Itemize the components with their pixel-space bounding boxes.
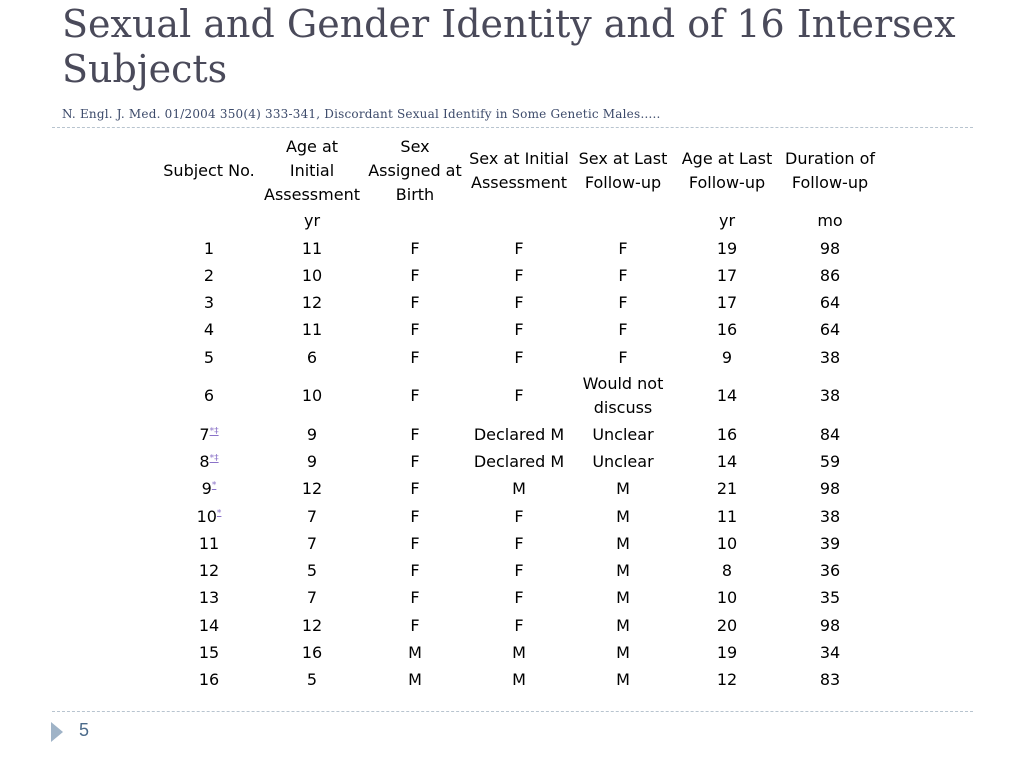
header-age-last: Age at Last Follow-up (681, 149, 773, 192)
cell-duration (779, 421, 881, 448)
cell-age-initial (261, 503, 363, 530)
cell-subject-no-text: 4 (203, 320, 215, 340)
cell-duration-text: 83 (819, 670, 841, 690)
cell-sex-birth (363, 262, 467, 289)
cell-sex-initial-text: F (514, 588, 524, 608)
cell-subject-no (157, 235, 261, 262)
cell-subject-no-text: 15 (198, 642, 220, 662)
cell-sex-last-text: Unclear (592, 424, 654, 444)
table-row (157, 612, 881, 639)
cell-sex-birth-text: F (410, 293, 420, 313)
cell-sex-birth (363, 371, 467, 421)
cell-sex-birth (363, 317, 467, 344)
cell-sex-initial (467, 317, 571, 344)
citation-subtitle: N. Engl. J. Med. 01/2004 350(4) 333-341, Discordant Sexual Identify in Some Genetic Males….. (62, 107, 661, 121)
cell-subject-no-text: 8 (199, 452, 210, 472)
cell-sex-initial (467, 667, 571, 694)
cell-age-last (675, 667, 779, 694)
cell-subject-no (157, 262, 261, 289)
cell-age-initial (261, 421, 363, 448)
cell-age-last-text: 17 (716, 265, 738, 285)
cell-subject-no (157, 503, 261, 530)
cell-sex-initial (467, 421, 571, 448)
cell-sex-initial-text: F (514, 506, 524, 526)
table-row (157, 667, 881, 694)
cell-duration-text: 86 (819, 265, 841, 285)
cell-sex-last (571, 503, 675, 530)
cell-subject-no (157, 317, 261, 344)
footnote-marker[interactable]: * (216, 508, 222, 519)
cell-sex-last (571, 476, 675, 503)
cell-age-initial-text: 12 (301, 615, 323, 635)
cell-duration-text: 59 (819, 452, 841, 472)
cell-age-initial-text: 16 (301, 642, 323, 662)
cell-age-last (675, 262, 779, 289)
cell-sex-initial-text: M (512, 670, 526, 690)
cell-sex-birth (363, 585, 467, 612)
cell-sex-last (571, 585, 675, 612)
cell-duration-text: 98 (819, 615, 841, 635)
cell-sex-initial-text: F (514, 561, 524, 581)
cell-sex-last-text: M (616, 670, 630, 690)
cell-sex-birth-text: M (408, 642, 422, 662)
table-row (157, 530, 881, 557)
cell-sex-birth (363, 344, 467, 371)
intersex-subjects-table (157, 135, 881, 694)
cell-sex-initial-text: F (514, 615, 524, 635)
cell-sex-last-text: M (616, 642, 630, 662)
cell-age-initial (261, 530, 363, 557)
table-row (157, 235, 881, 262)
cell-age-last (675, 585, 779, 612)
cell-age-last (675, 421, 779, 448)
cell-sex-birth (363, 530, 467, 557)
cell-sex-birth (363, 449, 467, 476)
footnote-marker[interactable]: * (211, 481, 217, 492)
cell-subject-no (157, 612, 261, 639)
table-row (157, 558, 881, 585)
cell-duration-text: 36 (819, 561, 841, 581)
table-row (157, 317, 881, 344)
cell-subject-no (157, 371, 261, 421)
cell-sex-initial (467, 530, 571, 557)
cell-age-last-text: 17 (716, 293, 738, 313)
unit-cell (157, 207, 261, 235)
cell-sex-birth-text: F (410, 615, 420, 635)
cell-age-last-text: 19 (716, 642, 738, 662)
cell-age-last-text: 21 (716, 479, 738, 499)
cell-sex-last-text: F (618, 293, 628, 313)
cell-sex-initial (467, 503, 571, 530)
cell-sex-last (571, 262, 675, 289)
cell-sex-birth-text: M (408, 670, 422, 690)
header-sex-birth: Sex Assigned at Birth (368, 137, 462, 204)
cell-age-last-text: 10 (716, 588, 738, 608)
cell-duration-text: 38 (819, 386, 841, 406)
cell-age-last (675, 235, 779, 262)
cell-sex-last (571, 667, 675, 694)
cell-sex-initial-text: M (512, 479, 526, 499)
cell-subject-no (157, 558, 261, 585)
cell-subject-no (157, 344, 261, 371)
cell-sex-birth (363, 558, 467, 585)
cell-sex-last-text: F (618, 320, 628, 340)
cell-sex-birth-text: F (410, 347, 420, 367)
cell-duration (779, 317, 881, 344)
cell-age-initial-text: 5 (306, 670, 318, 690)
cell-sex-last-text: M (616, 533, 630, 553)
cell-sex-last (571, 421, 675, 448)
cell-sex-initial-text: F (514, 265, 524, 285)
cell-subject-no (157, 290, 261, 317)
cell-age-last-text: 16 (716, 320, 738, 340)
top-divider (52, 127, 973, 128)
cell-age-last-text: 14 (716, 452, 738, 472)
cell-duration (779, 290, 881, 317)
cell-duration (779, 344, 881, 371)
cell-duration (779, 476, 881, 503)
table-row (157, 262, 881, 289)
footnote-marker[interactable]: *‡ (209, 453, 219, 464)
cell-age-last (675, 371, 779, 421)
table-row (157, 371, 881, 421)
cell-subject-no-text: 7 (199, 424, 210, 444)
cell-age-initial (261, 290, 363, 317)
cell-duration-text: 39 (819, 533, 841, 553)
unit-cell: yr (718, 211, 736, 230)
cell-age-initial (261, 449, 363, 476)
cell-sex-last (571, 558, 675, 585)
unit-cell (571, 207, 675, 235)
cell-age-last (675, 290, 779, 317)
cell-sex-initial (467, 639, 571, 666)
cell-age-initial-text: 11 (301, 320, 323, 340)
cell-age-initial (261, 639, 363, 666)
cell-age-last (675, 449, 779, 476)
header-duration: Duration of Follow-up (785, 149, 875, 192)
slide-title: Sexual and Gender Identity and of 16 Intersex Subjects (62, 2, 956, 91)
cell-duration (779, 667, 881, 694)
cell-sex-birth-text: F (410, 320, 420, 340)
cell-age-last-text: 16 (716, 424, 738, 444)
cell-sex-birth (363, 290, 467, 317)
cell-age-initial (261, 585, 363, 612)
cell-subject-no-text: 6 (203, 386, 215, 406)
cell-age-last-text: 8 (721, 561, 733, 581)
cell-age-last-text: 10 (716, 533, 738, 553)
cell-sex-last (571, 449, 675, 476)
cell-sex-initial (467, 585, 571, 612)
cell-sex-initial-text: M (512, 642, 526, 662)
cell-duration (779, 530, 881, 557)
cell-subject-no-text: 10 (196, 506, 217, 526)
cell-sex-initial (467, 371, 571, 421)
cell-sex-birth (363, 612, 467, 639)
cell-subject-no (157, 476, 261, 503)
footnote-marker[interactable]: *‡ (209, 426, 219, 437)
header-subject-no: Subject No. (163, 161, 255, 180)
cell-age-initial (261, 235, 363, 262)
cell-age-initial (261, 317, 363, 344)
cell-sex-last (571, 530, 675, 557)
cell-age-initial (261, 667, 363, 694)
cell-duration (779, 262, 881, 289)
cell-subject-no-text: 3 (203, 293, 215, 313)
unit-cell (467, 207, 571, 235)
cell-sex-last (571, 290, 675, 317)
cell-subject-no-text: 1 (203, 238, 215, 258)
table-row (157, 476, 881, 503)
cell-sex-birth-text: F (410, 265, 420, 285)
table-row (157, 344, 881, 371)
cell-age-last (675, 530, 779, 557)
bottom-divider (52, 711, 973, 712)
cell-sex-last-text: M (616, 561, 630, 581)
cell-sex-initial (467, 235, 571, 262)
cell-sex-birth-text: F (410, 452, 420, 472)
cell-subject-no (157, 585, 261, 612)
cell-age-initial-text: 12 (301, 479, 323, 499)
cell-subject-no (157, 639, 261, 666)
cell-subject-no (157, 667, 261, 694)
cell-sex-birth-text: F (410, 506, 420, 526)
cell-sex-birth-text: F (410, 561, 420, 581)
cell-duration-text: 98 (819, 238, 841, 258)
cell-sex-birth-text: F (410, 479, 420, 499)
cell-sex-initial (467, 449, 571, 476)
cell-sex-initial-text: F (514, 320, 524, 340)
cell-subject-no (157, 449, 261, 476)
cell-duration-text: 64 (819, 320, 841, 340)
cell-sex-birth-text: F (410, 386, 420, 406)
cell-age-initial (261, 371, 363, 421)
cell-subject-no-text: 16 (198, 670, 220, 690)
cell-sex-last-text: M (616, 506, 630, 526)
cell-sex-initial-text: Declared M (473, 452, 565, 472)
cell-age-last-text: 12 (716, 670, 738, 690)
cell-age-initial-text: 6 (306, 347, 318, 367)
cell-age-initial-text: 12 (301, 293, 323, 313)
cell-age-initial-text: 7 (306, 506, 318, 526)
cell-age-initial (261, 476, 363, 503)
unit-cell (363, 207, 467, 235)
cell-subject-no-text: 14 (198, 615, 220, 635)
cell-duration-text: 38 (819, 347, 841, 367)
cell-sex-birth-text: F (410, 238, 420, 258)
cell-duration (779, 558, 881, 585)
cell-sex-last-text: Unclear (592, 452, 654, 472)
cell-age-last-text: 9 (721, 347, 733, 367)
cell-sex-initial-text: F (514, 386, 524, 406)
cell-sex-last-text: M (616, 588, 630, 608)
cell-duration-text: 98 (819, 479, 841, 499)
cell-subject-no-text: 2 (203, 265, 215, 285)
cell-sex-last (571, 371, 675, 421)
cell-duration (779, 639, 881, 666)
cell-sex-initial (467, 476, 571, 503)
cell-sex-last (571, 612, 675, 639)
cell-subject-no-text: 11 (198, 533, 220, 553)
cell-age-initial-text: 5 (306, 561, 318, 581)
header-sex-initial: Sex at Initial Assessment (469, 149, 569, 192)
cell-duration-text: 38 (819, 506, 841, 526)
cell-duration-text: 84 (819, 424, 841, 444)
cell-duration-text: 64 (819, 293, 841, 313)
cell-age-last-text: 19 (716, 238, 738, 258)
cell-sex-last (571, 344, 675, 371)
table-row (157, 449, 881, 476)
cell-sex-last-text: F (618, 347, 628, 367)
cell-subject-no-text: 9 (201, 479, 212, 499)
cell-age-initial-text: 9 (306, 452, 318, 472)
cell-age-last (675, 317, 779, 344)
cell-age-initial-text: 7 (306, 588, 318, 608)
cell-age-last (675, 344, 779, 371)
cell-age-initial-text: 10 (301, 386, 323, 406)
cell-age-last (675, 503, 779, 530)
cell-sex-initial (467, 612, 571, 639)
cell-sex-initial-text: F (514, 347, 524, 367)
cell-subject-no-text: 5 (203, 347, 215, 367)
cell-age-initial-text: 7 (306, 533, 318, 553)
cell-subject-no (157, 530, 261, 557)
cell-sex-last-text: M (616, 479, 630, 499)
cell-sex-birth (363, 667, 467, 694)
cell-age-last-text: 14 (716, 386, 738, 406)
cell-age-initial-text: 10 (301, 265, 323, 285)
cell-sex-initial (467, 262, 571, 289)
cell-sex-birth (363, 421, 467, 448)
slide-bullet-arrow-icon (51, 722, 63, 742)
cell-sex-initial (467, 344, 571, 371)
cell-sex-last-text: Would not discuss (582, 374, 664, 418)
cell-age-last (675, 639, 779, 666)
cell-age-initial-text: 11 (301, 238, 323, 258)
cell-duration (779, 503, 881, 530)
cell-sex-birth (363, 639, 467, 666)
cell-sex-last (571, 235, 675, 262)
cell-duration (779, 585, 881, 612)
table-row (157, 290, 881, 317)
cell-duration-text: 34 (819, 642, 841, 662)
cell-age-last-text: 11 (716, 506, 738, 526)
cell-age-initial-text: 9 (306, 424, 318, 444)
cell-duration (779, 449, 881, 476)
header-sex-last: Sex at Last Follow-up (578, 149, 668, 192)
cell-age-last (675, 476, 779, 503)
cell-sex-last-text: F (618, 238, 628, 258)
cell-duration (779, 371, 881, 421)
cell-age-last (675, 612, 779, 639)
cell-sex-initial-text: Declared M (473, 424, 565, 444)
cell-age-initial (261, 262, 363, 289)
table-row (157, 503, 881, 530)
header-row (157, 135, 881, 207)
unit-cell: mo (817, 211, 843, 230)
cell-sex-birth (363, 503, 467, 530)
cell-sex-birth (363, 476, 467, 503)
cell-subject-no-text: 13 (198, 588, 220, 608)
cell-duration (779, 612, 881, 639)
cell-sex-birth-text: F (410, 588, 420, 608)
units-row (157, 207, 881, 235)
cell-sex-birth (363, 235, 467, 262)
cell-age-initial (261, 344, 363, 371)
cell-age-last-text: 20 (716, 615, 738, 635)
cell-sex-last-text: M (616, 615, 630, 635)
cell-duration-text: 35 (819, 588, 841, 608)
header-age-initial: Age at Initial Assessment (264, 137, 360, 204)
cell-sex-initial (467, 558, 571, 585)
cell-age-initial (261, 558, 363, 585)
unit-cell: yr (303, 211, 321, 230)
cell-sex-initial-text: F (514, 238, 524, 258)
cell-age-initial (261, 612, 363, 639)
cell-sex-initial-text: F (514, 533, 524, 553)
table-row (157, 585, 881, 612)
cell-age-last (675, 558, 779, 585)
table-row (157, 421, 881, 448)
table-row (157, 639, 881, 666)
cell-sex-last-text: F (618, 265, 628, 285)
cell-sex-initial (467, 290, 571, 317)
cell-sex-birth-text: F (410, 533, 420, 553)
cell-duration (779, 235, 881, 262)
cell-sex-last (571, 639, 675, 666)
page-number: 5 (79, 720, 90, 740)
cell-subject-no (157, 421, 261, 448)
cell-sex-birth-text: F (410, 424, 420, 444)
cell-sex-last (571, 317, 675, 344)
cell-sex-initial-text: F (514, 293, 524, 313)
cell-subject-no-text: 12 (198, 561, 220, 581)
